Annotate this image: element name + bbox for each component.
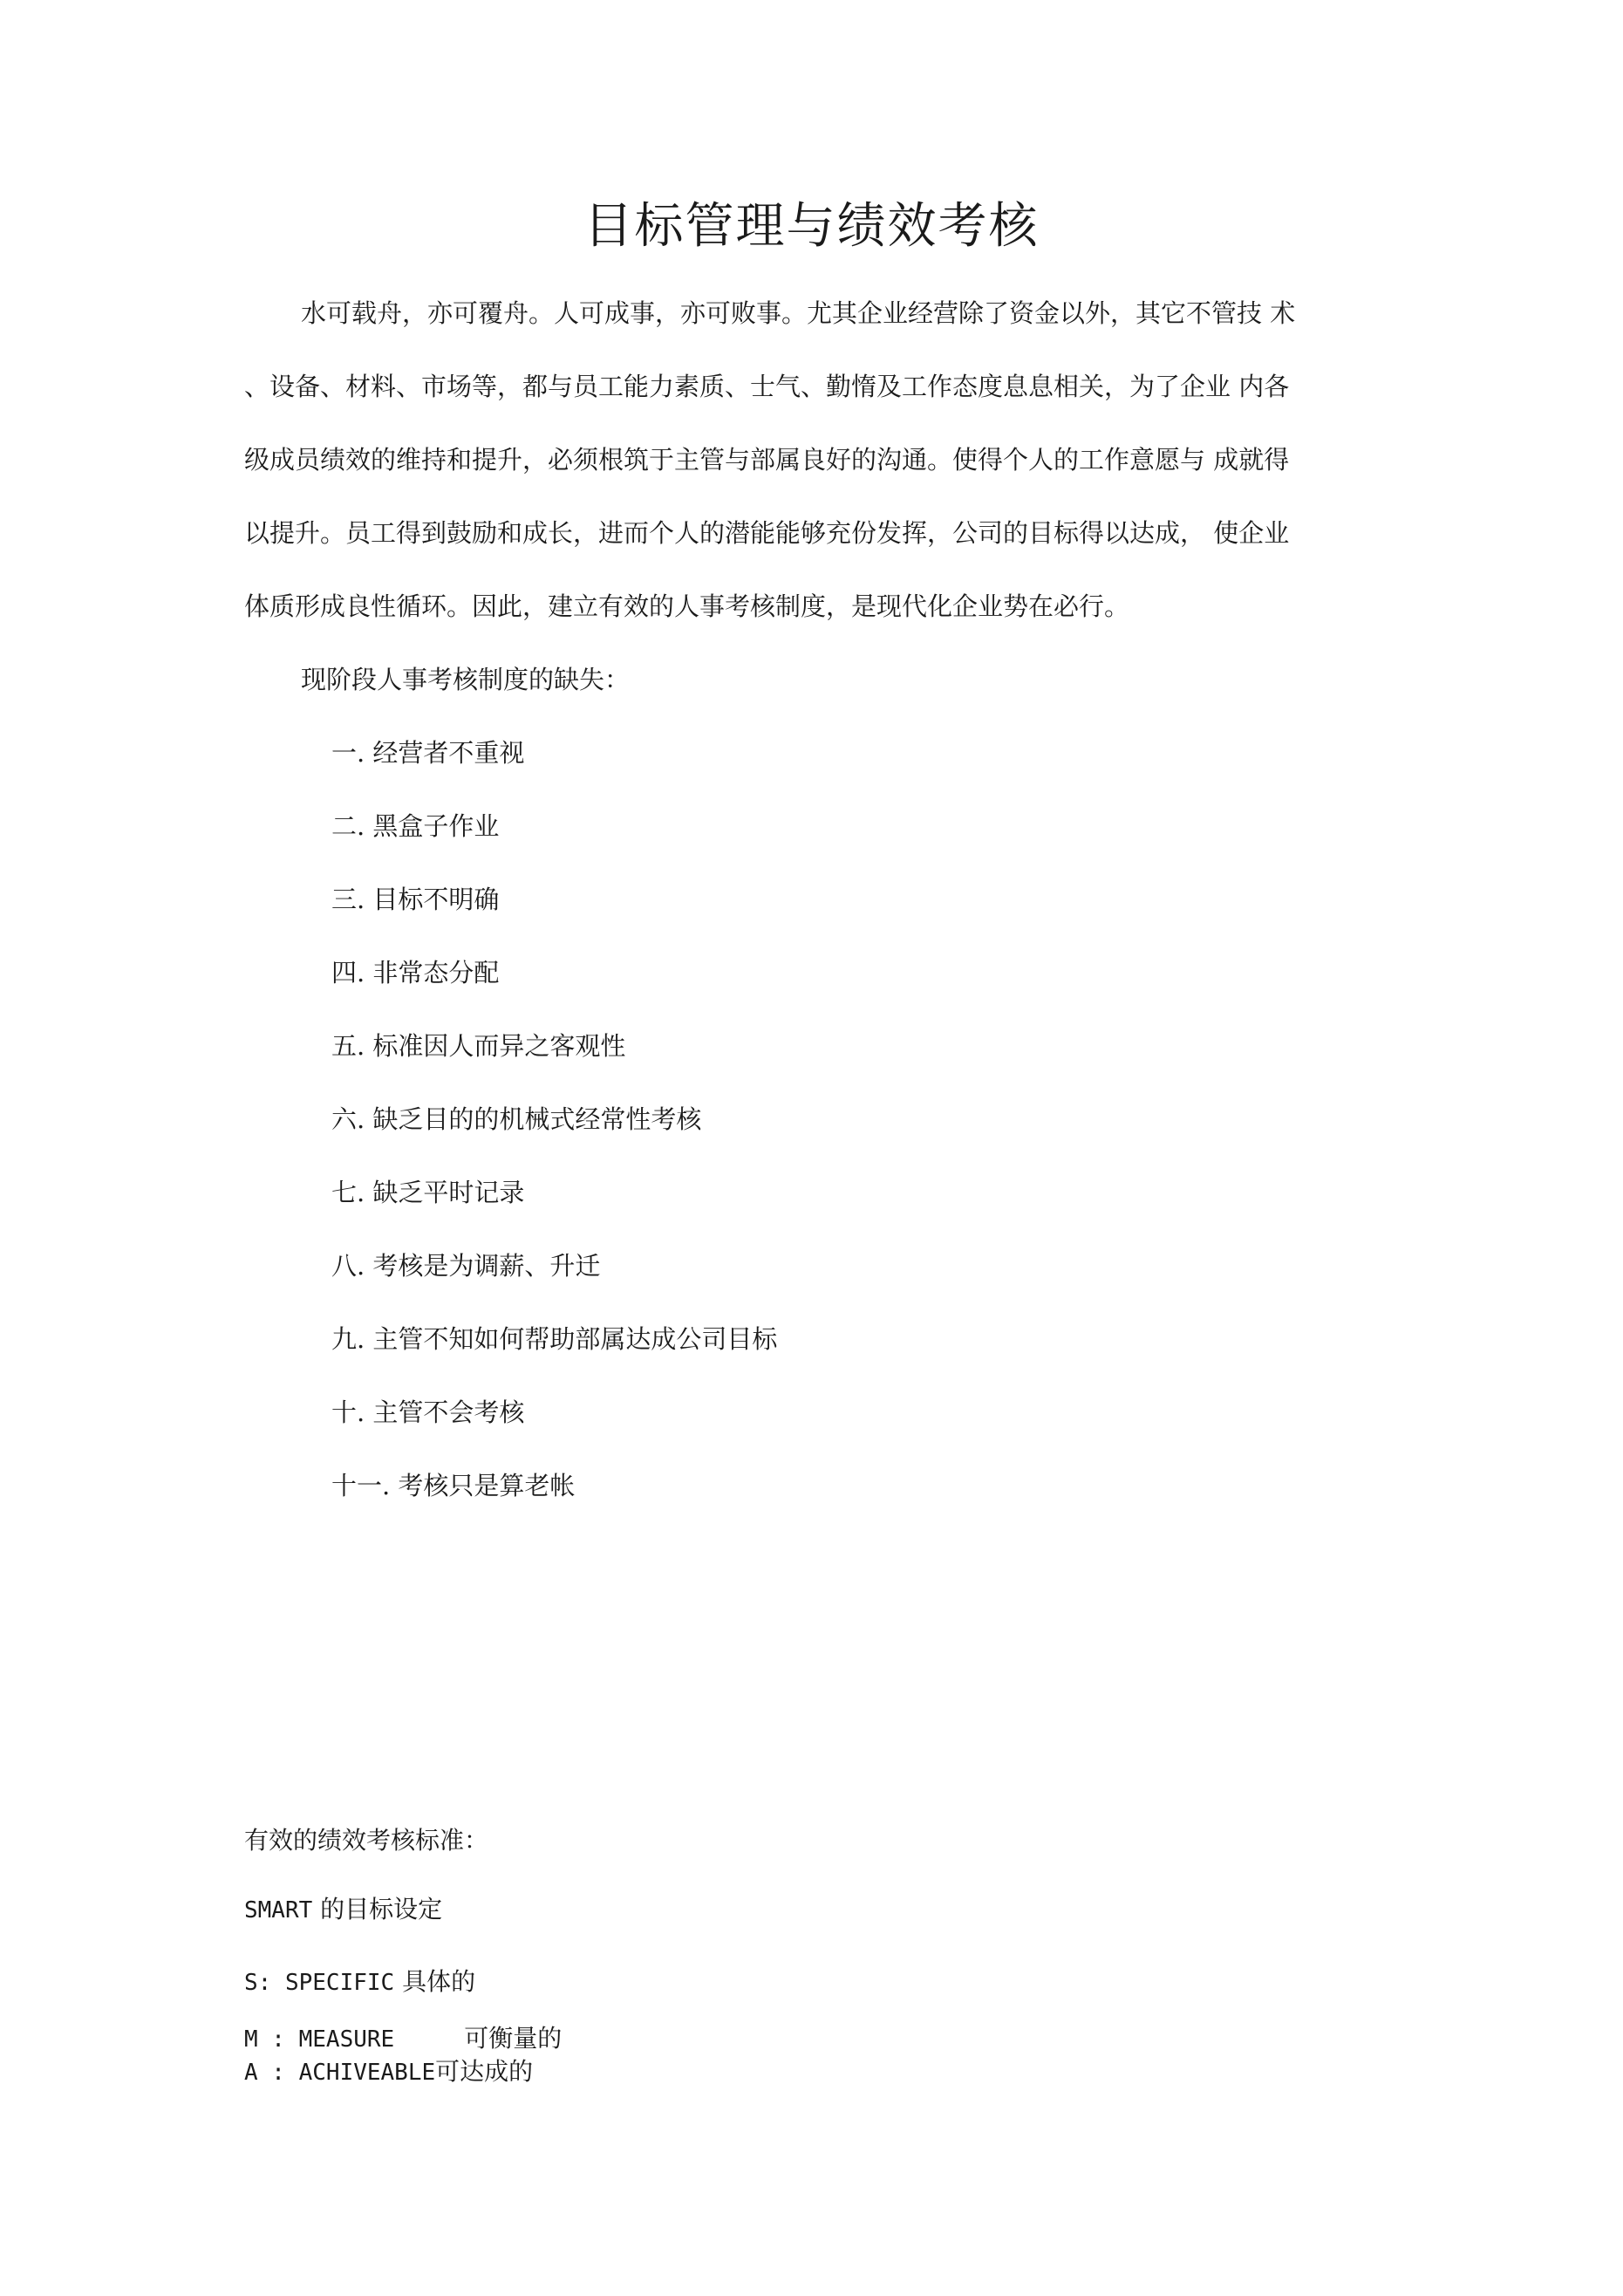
deficiency-item-2: 二. 黑盒子作业 xyxy=(331,811,500,841)
deficiency-item-3: 三. 目标不明确 xyxy=(331,885,500,914)
smart-a-line xyxy=(244,2055,533,2089)
deficiency-item-9: 九. 主管不知如何帮助部属达成公司目标 xyxy=(331,1324,778,1354)
standard-heading: 有效的绩效考核标准： xyxy=(244,1826,489,1855)
s-text: 具体的 xyxy=(394,1967,476,1996)
m-code: M : MEASURE xyxy=(244,2026,395,2053)
smart-s-line xyxy=(244,1965,475,1999)
deficiency-item-4: 四. 非常态分配 xyxy=(331,958,500,987)
smart-code: SMART xyxy=(244,1897,313,1924)
deficiency-item-6: 六. 缺乏目的的机械式经常性考核 xyxy=(331,1104,702,1134)
a-code: A : ACHIVEABLE xyxy=(244,2060,436,2086)
document-title: 目标管理与绩效考核 xyxy=(583,198,1040,255)
smart-m-line xyxy=(244,2022,562,2056)
intro-line-1: 水可载舟，亦可覆舟。人可成事，亦可败事。尤其企业经营除了资金以外，其它不管技 术 xyxy=(301,298,1296,328)
a-text: 可达成的 xyxy=(435,2057,534,2086)
deficiency-item-11: 十一. 考核只是算老帐 xyxy=(331,1471,576,1500)
m-text: 可衡量的 xyxy=(464,2024,563,2053)
intro-line-5: 体质形成良性循环。因此，建立有效的人事考核制度，是现代化企业势在必行。 xyxy=(244,591,1130,621)
deficiency-item-5: 五. 标准因人而异之客观性 xyxy=(331,1031,626,1061)
deficiency-item-10: 十. 主管不会考核 xyxy=(331,1397,525,1427)
smart-text: 的目标设定 xyxy=(312,1895,443,1924)
intro-line-4: 以提升。员工得到鼓励和成长，进而个人的潜能能够充份发挥，公司的目标得以达成， 使企业 xyxy=(244,518,1290,548)
intro-line-3: 级成员绩效的维持和提升，必须根筑于主管与部属良好的沟通。使得个人的工作意愿与 成就得 xyxy=(244,445,1290,475)
deficiency-item-7: 七. 缺乏平时记录 xyxy=(331,1178,525,1207)
deficiency-item-1: 一. 经营者不重视 xyxy=(331,738,525,768)
s-code: S: SPECIFIC xyxy=(244,1970,395,1996)
deficiency-item-8: 八. 考核是为调薪、升迁 xyxy=(331,1251,601,1281)
intro-line-2: 、设备、材料、市场等，都与员工能力素质、士气、勤惰及工作态度息息相关，为了企业 内各 xyxy=(244,372,1290,401)
smart-heading xyxy=(244,1893,442,1927)
deficiency-heading: 现阶段人事考核制度的缺失： xyxy=(301,665,631,694)
